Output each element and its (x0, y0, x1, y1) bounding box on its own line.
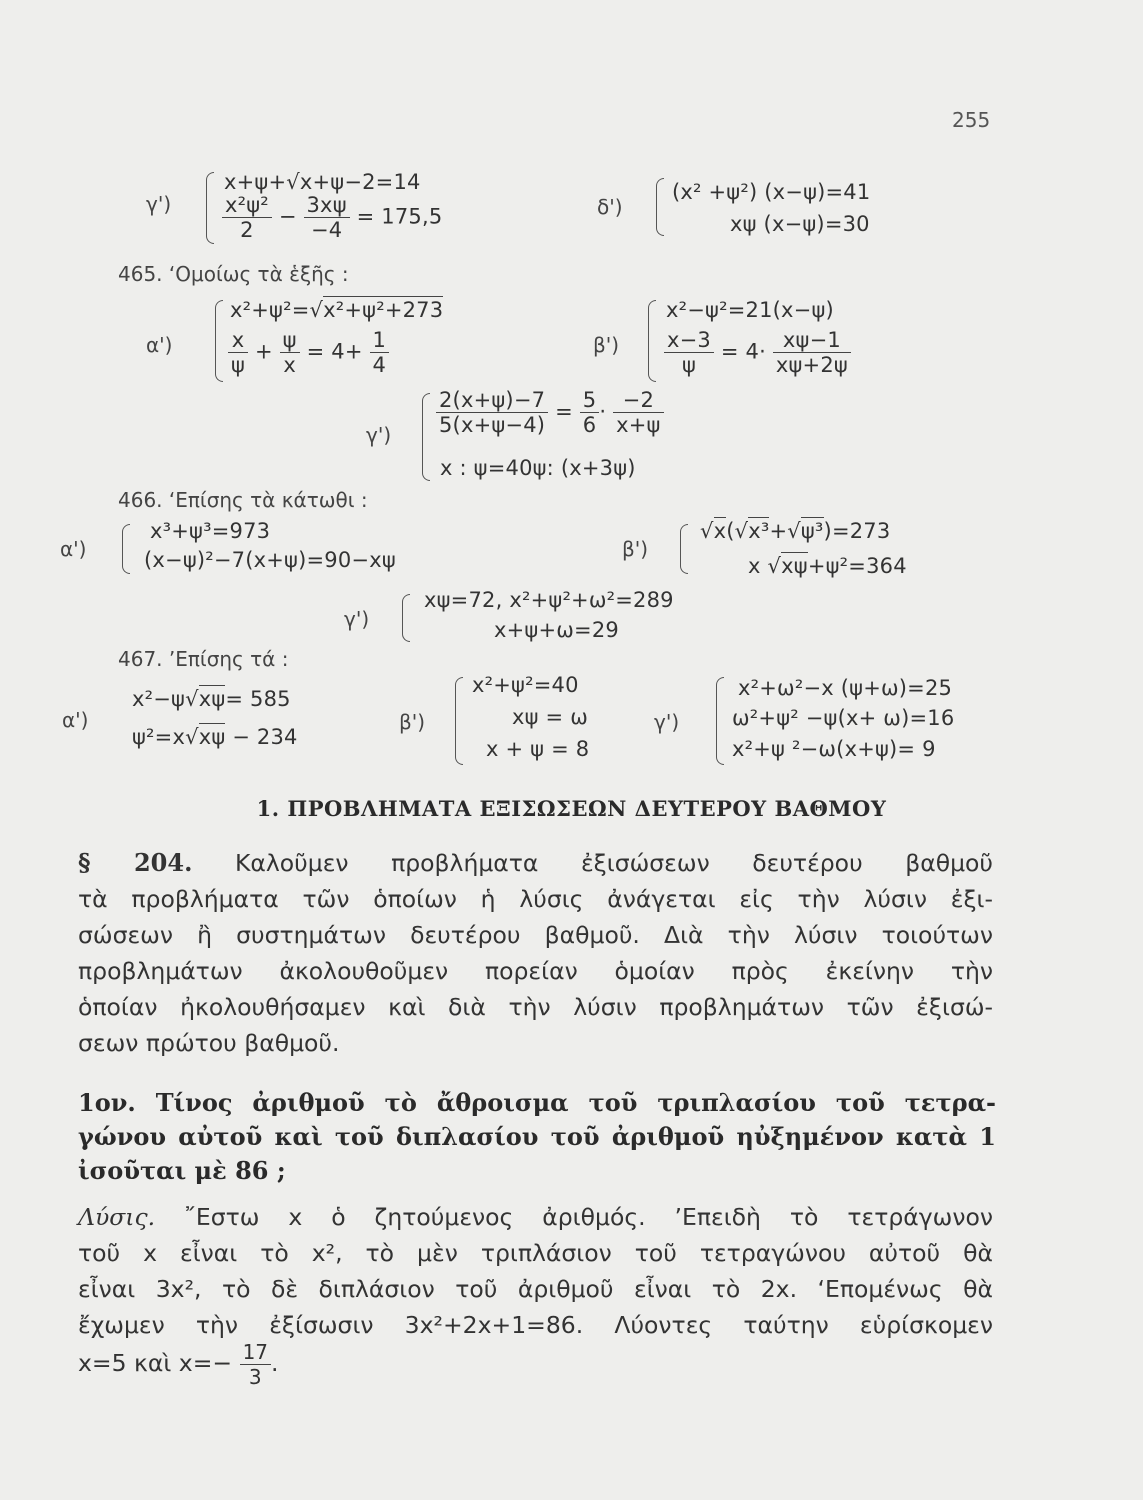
solution-line: ἔχωμεν τὴν ἐξίσωσιν 3x²+2x+1=86. Λύοντες ταύτην εὑρίσκομεν (78, 1311, 993, 1339)
paragraph-line: σώσεων ἢ συστημάτων δευτέρου βαθμοῦ. Διὰ τὴν λύσιν τοιούτων (78, 921, 993, 949)
system-label-gamma: γ') (366, 423, 392, 447)
equation-line: x²+ω²−x (ψ+ω)=25 (738, 676, 953, 700)
paragraph-line: ὁποίαν ἠκολουθήσαμεν καὶ διὰ τὴν λύσιν προβλημάτων τῶν ἐξισώ- (78, 993, 993, 1021)
fraction: $\frac{5}{6}$ (580, 388, 600, 437)
equation-line: x+ψ+√x+ψ−2=14 (224, 170, 421, 194)
equation-line: x √ xψ+ψ²=364 (748, 554, 907, 578)
solution-label: Λύσις. (78, 1203, 156, 1231)
problem-line: 1ον. Τίνος ἀριθμοῦ τὸ ἄθροισμα τοῦ τριπλασίου τοῦ τετρα- (78, 1088, 996, 1117)
fraction: $\frac{1}{4}$ (370, 328, 390, 377)
system-label-beta: β') (622, 537, 649, 561)
brace (656, 178, 664, 236)
equation-line: (x² +ψ²) (x−ψ)=41 (672, 180, 871, 204)
system-label-alpha: α') (60, 537, 87, 561)
brace (215, 300, 223, 382)
fraction: $\frac{\text{x²ψ²}}{2}$ (222, 193, 272, 242)
equation-line: xψ = ω (512, 705, 589, 729)
paragraph-line: σεων πρώτου βαθμοῦ. (78, 1029, 340, 1057)
equation-line: x³+ψ³=973 (150, 519, 271, 543)
system-label-beta: β') (593, 333, 620, 357)
solution-result: x=5 καὶ x=− $\frac{17}{3}$ . (78, 1340, 279, 1389)
paragraph-number: § 204. (78, 848, 193, 877)
fraction: $\frac{\psi}{x}$ (280, 328, 300, 377)
equation-line: $\frac{x}{\psi}$ + $\frac{\psi}{x}$ = 4+ $\frac{1}{4}$ (228, 328, 389, 377)
equation-line: ω²+ψ² −ψ(x+ ω)=16 (732, 706, 955, 730)
equation-line: (x−ψ)²−7(x+ψ)=90−xψ (144, 548, 396, 572)
brace (648, 300, 656, 382)
paragraph-line: τὰ προβλήματα τῶν ὁποίων ἡ λύσις ἀνάγεται εἰς τὴν λύσιν ἐξι- (78, 885, 993, 913)
fraction: $\frac{2(x+\psi)-7}{5(x+\psi-4)}$ (436, 388, 548, 437)
equation-line: $\frac{\text{x²ψ²}}{2}$ − $\frac{3x\psi}{-4}$ = 175,5 (222, 193, 442, 242)
equation-line: $\frac{x-3}{\psi}$ = 4· $\frac{x\psi-1}{x\psi+2\psi}$ (664, 328, 851, 377)
system-label-beta: β') (399, 710, 426, 734)
system-label-gamma: γ') (146, 192, 172, 216)
system-label-gamma: γ') (344, 607, 370, 631)
exercise-465-title: 465. ‘Ομοίως τὰ ἑξῆς : (118, 262, 349, 286)
equation-line: xψ (x−ψ)=30 (730, 212, 870, 236)
paragraph-line: § 204. Καλοῦμεν προβλήματα ἐξισώσεων δευτέρου βαθμοῦ (78, 848, 993, 877)
equation-line: x : ψ=40ψ: (x+3ψ) (440, 456, 636, 480)
exercise-467-title: 467. ’Επίσης τά : (118, 647, 289, 671)
problem-1 (78, 1086, 996, 1188)
fraction: $\frac{17}{3}$ (240, 1340, 271, 1389)
page-number: 255 (952, 108, 991, 132)
equation-line: ψ²=x√ xψ − 234 (132, 725, 298, 749)
problem-line: ἰσοῦται μὲ 86 ; (78, 1156, 286, 1185)
equation-line: x+ψ+ω=29 (494, 618, 619, 642)
equation-line: √ x(√ x³+√ ψ³)=273 (700, 519, 890, 543)
system-label-gamma: γ') (654, 710, 680, 734)
brace (206, 172, 214, 244)
brace (716, 677, 724, 765)
section-heading: 1. ΠΡΟΒΛΗΜΑΤΑ ΕΞΙΣΩΣΕΩΝ ΔΕΥΤΕΡΟΥ ΒΑΘΜΟΥ (256, 796, 887, 821)
equation-line: x²+ψ²=40 (472, 673, 579, 697)
fraction: $\frac{x}{\psi}$ (228, 328, 248, 377)
solution-line: εἶναι 3x², τὸ δὲ διπλάσιον τοῦ ἀριθμοῦ εἶναι τὸ 2x. ‘Επομένως θὰ (78, 1275, 993, 1303)
system-label-alpha: α') (146, 333, 173, 357)
system-label-delta: δ') (597, 195, 623, 219)
equation-line: x²−ψ²=21(x−ψ) (666, 298, 834, 322)
equation-line: x²−ψ√ xψ= 585 (132, 687, 291, 711)
solution-line: Λύσις. ῎Εστω x ὁ ζητούμενος ἀριθμός. ’Επειδὴ τὸ τετράγωνον (78, 1203, 993, 1231)
brace (680, 524, 688, 574)
equation-line: xψ=72, x²+ψ²+ω²=289 (424, 588, 674, 612)
fraction: $\frac{x\psi-1}{x\psi+2\psi}$ (773, 328, 851, 377)
brace (122, 524, 130, 574)
brace (455, 677, 463, 765)
solution-line: τοῦ x εἶναι τὸ x², τὸ μὲν τριπλάσιον τοῦ τετραγώνου αὐτοῦ θὰ (78, 1239, 993, 1267)
paragraph-line: προβλημάτων ἀκολουθοῦμεν πορείαν ὁμοίαν πρὸς ἐκείνην τὴν (78, 957, 993, 985)
paragraph-204 (78, 845, 993, 1061)
problem-line: γώνου αὐτοῦ καὶ τοῦ διπλασίου τοῦ ἀριθμοῦ ηὐξημένον κατὰ 1 (78, 1122, 996, 1151)
brace (422, 393, 430, 481)
equation-line: x + ψ = 8 (486, 737, 590, 761)
equation-line: x²+ψ ²−ω(x+ψ)= 9 (732, 737, 936, 761)
fraction: $\frac{x-3}{\psi}$ (664, 328, 714, 377)
solution (78, 1199, 993, 1343)
system-label-alpha: α') (62, 708, 89, 732)
fraction: $\frac{-2}{x+\psi}$ (613, 388, 663, 437)
equation-line: $\frac{2(x+\psi)-7}{5(x+\psi-4)}$ = $\frac{5}{6}$ · $\frac{-2}{x+\psi}$ (436, 388, 664, 437)
fraction: $\frac{3x\psi}{-4}$ (304, 193, 350, 242)
equation-line: x²+ψ²=√ x²+ψ²+273 (230, 298, 443, 322)
brace (402, 594, 410, 642)
exercise-466-title: 466. ‘Επίσης τὰ κάτωθι : (118, 488, 368, 512)
